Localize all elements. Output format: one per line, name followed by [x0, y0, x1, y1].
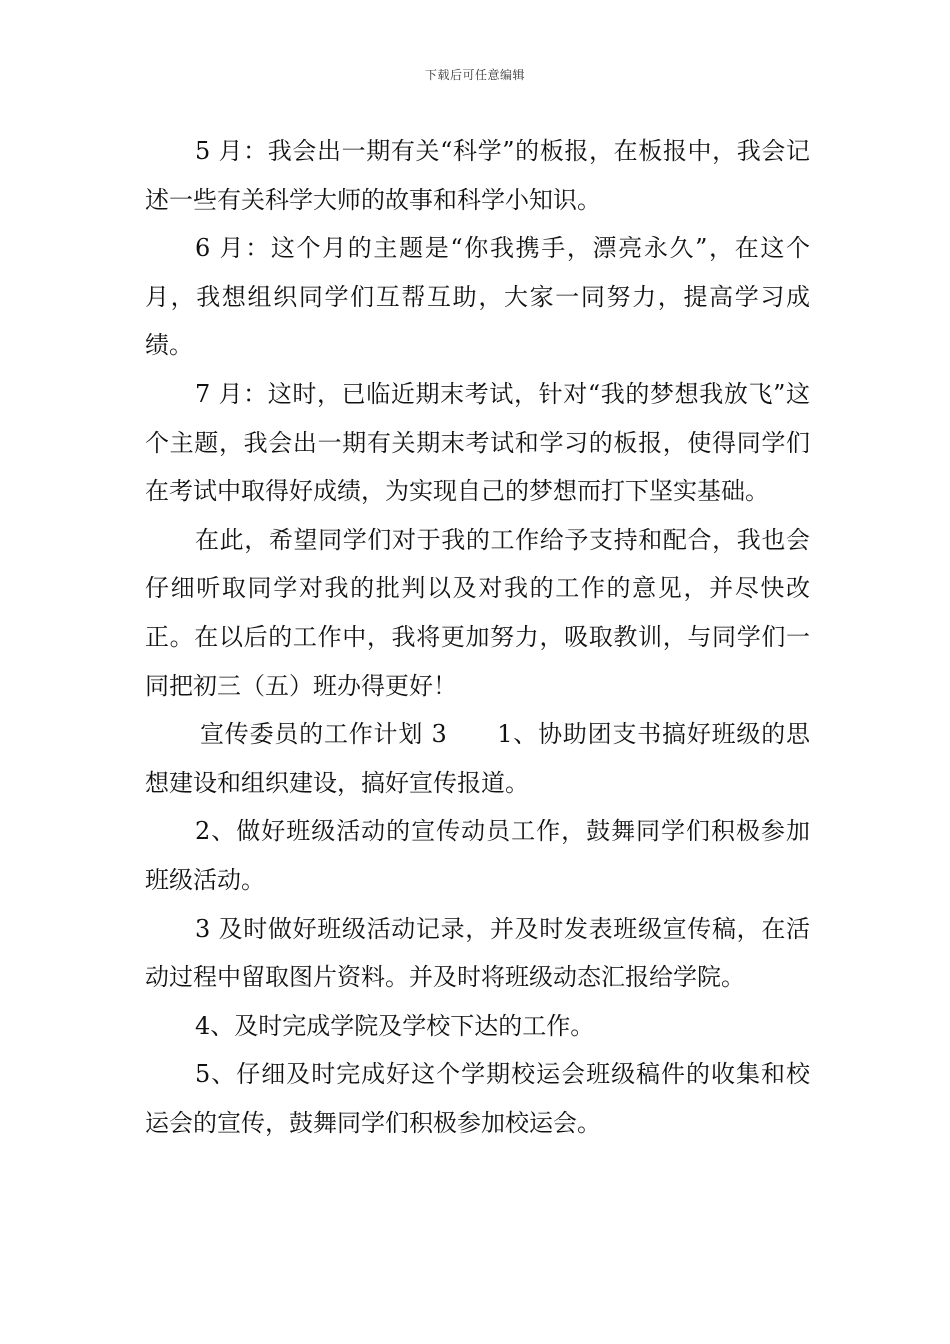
paragraph-plan-item-5: 5、仔细及时完成好这个学期校运会班级稿件的收集和校运会的宣传，鼓舞同学们积极参加校运会。 [145, 1060, 810, 1137]
paragraph-june: 6 月：这个月的主题是“你我携手，漂亮永久”，在这个月，我想组织同学们互帮互助，大家一同努力，提高学习成绩。 [145, 234, 810, 360]
paragraph-may: 5 月：我会出一期有关“科学”的板报，在板报中，我会记述一些有关科学大师的故事和科学小知识。 [145, 137, 810, 214]
paragraph-july: 7 月：这时，已临近期末考试，针对“我的梦想我放飞”这个主题，我会出一期有关期末考试和学习的板报，使得同学们在考试中取得好成绩，为实现自己的梦想而打下坚实基础。 [145, 379, 810, 506]
paragraph-closing: 在此，希望同学们对于我的工作给予支持和配合，我也会仔细听取同学对我的批判以及对我的工作的意见，并尽快改正。在以后的工作中，我将更加努力，吸取教训，与同学们一同把初三（五）班办得更好！ [145, 525, 810, 700]
document-body [145, 127, 810, 1147]
paragraph-plan-item-3: 3 及时做好班级活动记录，并及时发表班级宣传稿，在活动过程中留取图片资料。并及时将班级动态汇报给学院。 [145, 914, 810, 992]
paragraph-plan-item-2: 2、做好班级活动的宣传动员工作，鼓舞同学们积极参加班级活动。 [145, 817, 810, 894]
page-header: 下载后可任意编辑 [424, 68, 525, 82]
paragraph-plan-item-4: 4、及时完成学院及学校下达的工作。 [195, 1011, 595, 1040]
paragraph-plan-item-1: 宣传委员的工作计划 3 1、协助团支书搞好班级的思想建设和组织建设，搞好宣传报道。 [145, 720, 810, 797]
